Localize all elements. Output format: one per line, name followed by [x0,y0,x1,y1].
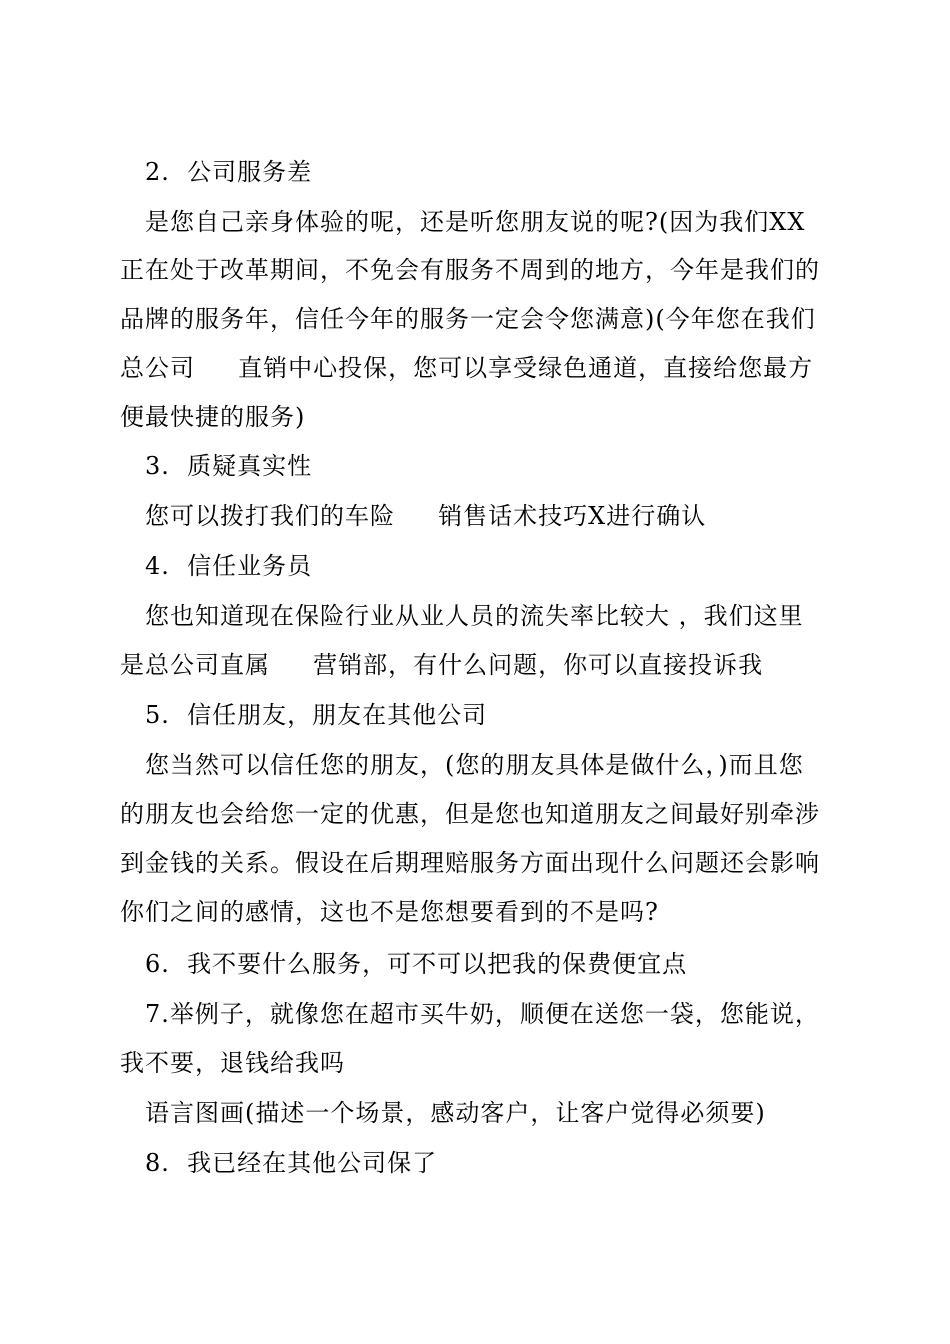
paragraph-line: 总公司 直销中心投保，您可以享受绿色通道，直接给您最方 [120,354,814,382]
heading-5: 5. 信任朋友，朋友在其他公司 [145,701,488,729]
paragraph-line: 您也知道现在保险行业从业人员的流失率比较大 ，我们这里 [145,602,804,630]
paragraph-line: 到金钱的关系。假设在后期理赔服务方面出现什么问题还会影响 [120,849,820,877]
paragraph-line: 是总公司直属 营销部，有什么问题，你可以直接投诉我 [120,651,764,679]
paragraph-line: 是您自己亲身体验的呢，还是听您朋友说的呢?(因为我们XX [145,208,806,236]
paragraph-line: 我不要，退钱给我吗 [120,1049,345,1077]
heading-6: 6. 我不要什么服务，可不可以把我的保费便宜点 [145,950,688,978]
paragraph-line: 的朋友也会给您一定的优惠，但是您也知道朋友之间最好别牵涉 [120,800,820,828]
paragraph-line: 7.举例子，就像您在超市买牛奶，顺便在送您一袋，您能说， [145,1000,820,1028]
paragraph-line: 语言图画(描述一个场景，感动客户，让客户觉得必须要) [145,1099,766,1127]
paragraph-line: 你们之间的感情，这也不是您想要看到的不是吗? [120,898,659,926]
paragraph-line: 便最快捷的服务) [120,403,306,431]
heading-4: 4. 信任业务员 [145,552,313,580]
heading-2: 2. 公司服务差 [145,158,313,186]
heading-3: 3. 质疑真实性 [145,452,313,480]
heading-8: 8. 我已经在其他公司保了 [145,1149,438,1177]
paragraph-line: 您可以拨打我们的车险 销售话术技巧X进行确认 [145,502,707,530]
paragraph-line: 您当然可以信任您的朋友，(您的朋友具体是做什么，)而且您 [145,751,804,779]
paragraph-line: 品牌的服务年，信任今年的服务一定会令您满意)(今年您在我们 [120,305,816,333]
paragraph-line: 正在处于改革期间，不免会有服务不周到的地方，今年是我们的 [120,256,820,284]
